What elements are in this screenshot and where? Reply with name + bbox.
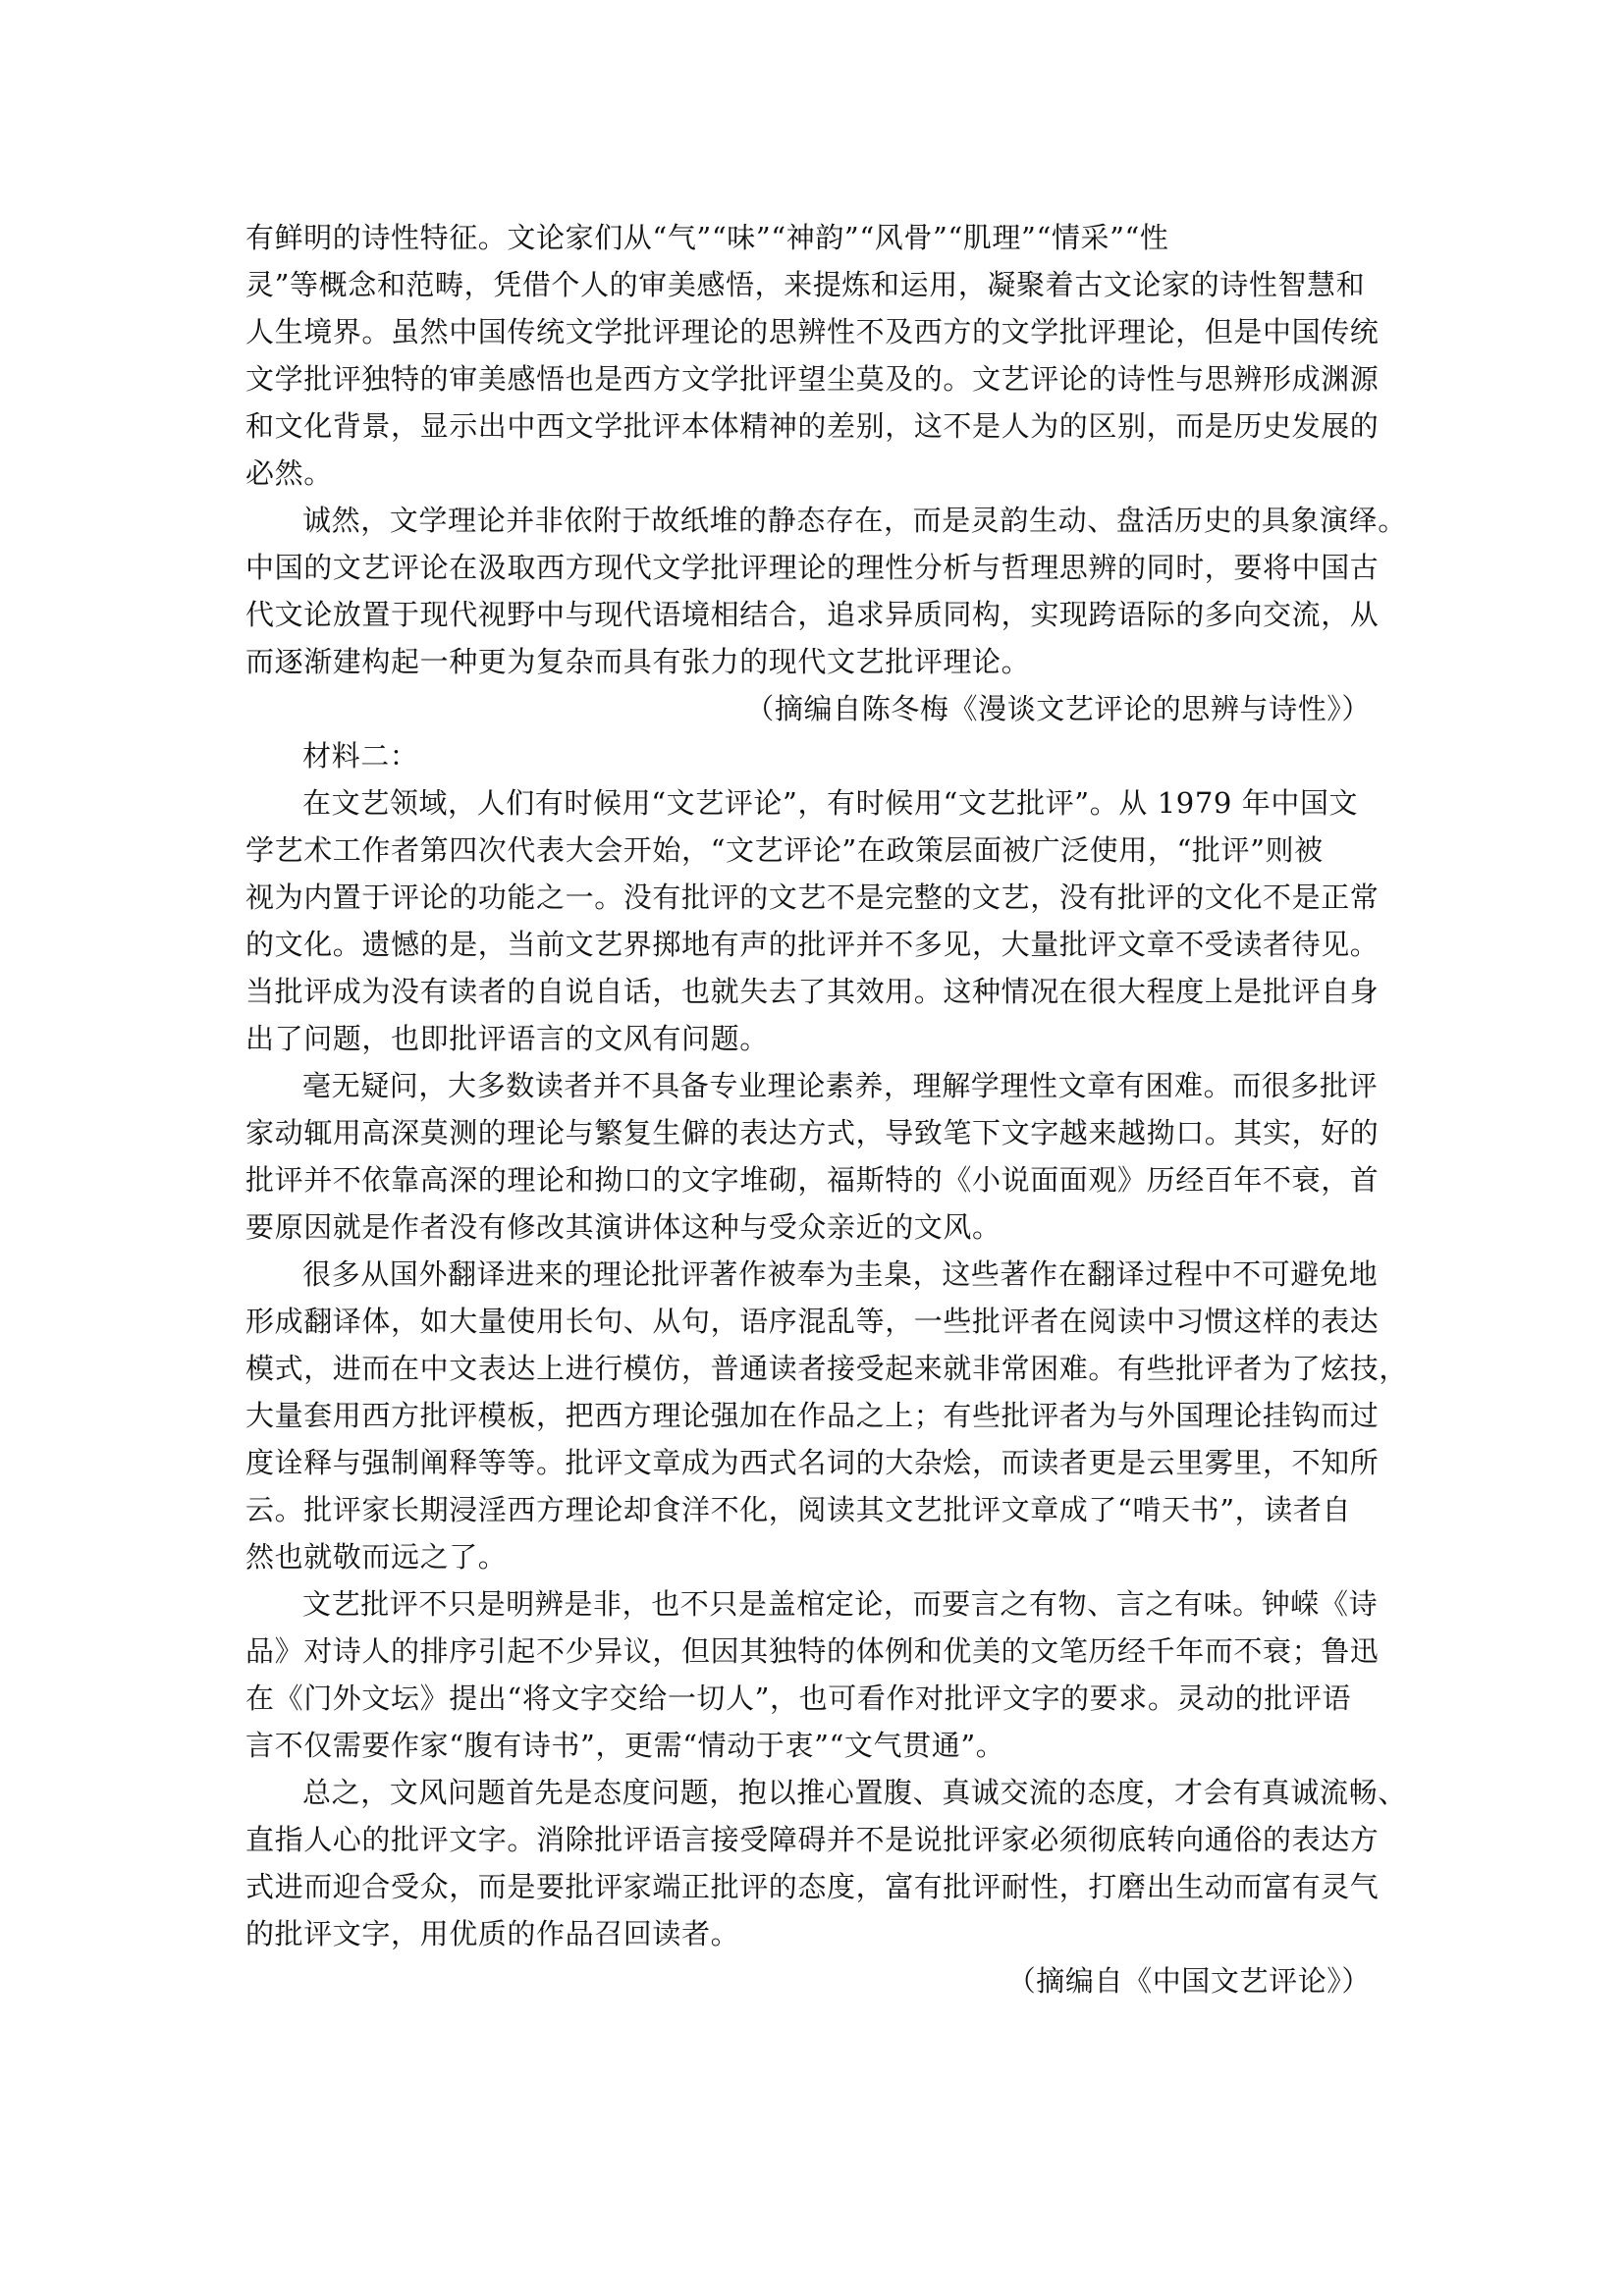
text-line: 文艺批评不只是明辨是非，也不只是盖棺定论，而要言之有物、言之有味。钟嵘《诗 [302,1587,1379,1621]
text-line: 度诠释与强制阐释等等。批评文章成为西式名词的大杂烩，而读者更是云里雾里，不知所 [245,1446,1380,1479]
text-line: 很多从国外翻译进来的理论批评著作被奉为圭臬，这些著作在翻译过程中不可避免地 [302,1257,1379,1291]
text-line: 代文论放置于现代视野中与现代语境相结合，追求异质同构，实现跨语际的多向交流，从 [245,598,1380,631]
text-line: 要原因就是作者没有修改其演讲体这种与受众亲近的文风。 [245,1210,1001,1244]
text-line: 灵”等概念和范畴，凭借个人的审美感悟，来提炼和运用，凝聚着古文论家的诗性智慧和 [245,268,1366,301]
text-line: 学艺术工作者第四次代表大会开始，“文艺评论”在政策层面被广泛使用，“批评”则被 [245,833,1324,867]
text-line: 大量套用西方批评模板，把西方理论强加在作品之上；有些批评者为与外国理论挂钩而过 [245,1399,1380,1432]
text-line: 形成翻译体，如大量使用长句、从句，语序混乱等，一些批评者在阅读中习惯这样的表达 [245,1305,1380,1338]
material-one-paragraph [245,214,1380,497]
text-line: 必然。 [245,456,333,490]
material-two-paragraph-5 [245,1769,1407,1957]
text-line: 式进而迎合受众，而是要批评家端正批评的态度，富有批评耐性，打磨出生动而富有灵气 [245,1870,1380,1903]
source-citation: （摘编自《中国文艺评论》） [1006,1964,1371,1998]
text-line: 在《门外文坛》提出“将文字交给一切人”，也可看作对批评文字的要求。灵动的批评语 [245,1682,1352,1715]
text-line: 诚然，文学理论并非依附于故纸堆的静态存在，而是灵韵生动、盘活历史的具象演绎。 [302,504,1407,537]
text-line: 文学批评独特的审美感悟也是西方文学批评望尘莫及的。文艺评论的诗性与思辨形成渊源 [245,362,1380,396]
text-line: 出了问题，也即批评语言的文风有问题。 [245,1022,769,1055]
text-line: 的批评文字，用优质的作品召回读者。 [245,1917,740,1950]
text-line: 和文化背景，显示出中西文学批评本体精神的差别，这不是人为的区别，而是历史发展的 [245,409,1380,443]
text-line: 有鲜明的诗性特征。文论家们从“气”“味”“神韵”“风骨”“肌理”“情采”“性 [245,221,1169,254]
text-line: 毫无疑问，大多数读者并不具备专业理论素养，理解学理性文章有困难。而很多批评 [302,1069,1379,1102]
text-line: 而逐渐建构起一种更为复杂而具有张力的现代文艺批评理论。 [245,645,1031,678]
text-line: 品》对诗人的排序引起不少异议，但因其独特的体例和优美的文笔历经千年而不衰；鲁迅 [245,1634,1380,1668]
material-two-paragraph-1 [245,779,1380,1062]
text-line: 总之，文风问题首先是态度问题，抱以推心置腹、真诚交流的态度，才会有真诚流畅、 [302,1776,1407,1809]
material-two-paragraph-3 [245,1251,1409,1580]
text-line: 云。批评家长期浸淫西方理论却食洋不化，阅读其文艺批评文章成了“啃天书”，读者自 [245,1493,1352,1526]
section-heading: 材料二： [302,739,419,773]
text-line: 然也就敬而远之了。 [245,1540,508,1574]
source-citation: （摘编自陈冬梅《漫谈文艺评论的思辨与诗性》） [745,692,1371,725]
material-one-paragraph-2 [245,497,1407,685]
text-line: 视为内置于评论的功能之一。没有批评的文艺不是完整的文艺，没有批评的文化不是正常 [245,881,1380,914]
text-line: 当批评成为没有读者的自说自话，也就失去了其效用。这种情况在很大程度上是批评自身 [245,975,1380,1008]
document-page [245,214,1409,2004]
text-line: 言不仅需要作家“腹有诗书”，更需“情动于衷”“文气贯通”。 [245,1729,1005,1762]
text-line: 批评并不依靠高深的理论和拗口的文字堆砌，福斯特的《小说面面观》历经百年不衰，首 [245,1163,1380,1197]
material-two-paragraph-4 [245,1580,1380,1769]
text-line: 人生境界。虽然中国传统文学批评理论的思辨性不及西方的文学批评理论，但是中国传统 [245,315,1380,348]
text-line: 家动辄用高深莫测的理论与繁复生僻的表达方式，导致笔下文字越来越拗口。其实，好的 [245,1116,1380,1149]
text-line: 直指人心的批评文字。消除批评语言接受障碍并不是说批评家必须彻底转向通俗的表达方 [245,1823,1380,1856]
material-two-paragraph-2 [245,1062,1380,1251]
text-line: 中国的文艺评论在汲取西方现代文学批评理论的理性分析与哲理思辨的同时，要将中国古 [245,551,1380,584]
text-line: 的文化。遗憾的是，当前文艺界掷地有声的批评并不多见，大量批评文章不受读者待见。 [245,928,1380,961]
text-line: 在文艺领域，人们有时候用“文艺评论”，有时候用“文艺批评”。从 1979 年中国文 [302,786,1359,820]
text-line: 模式，进而在中文表达上进行模仿，普通读者接受起来就非常困难。有些批评者为了炫技， [245,1352,1409,1385]
